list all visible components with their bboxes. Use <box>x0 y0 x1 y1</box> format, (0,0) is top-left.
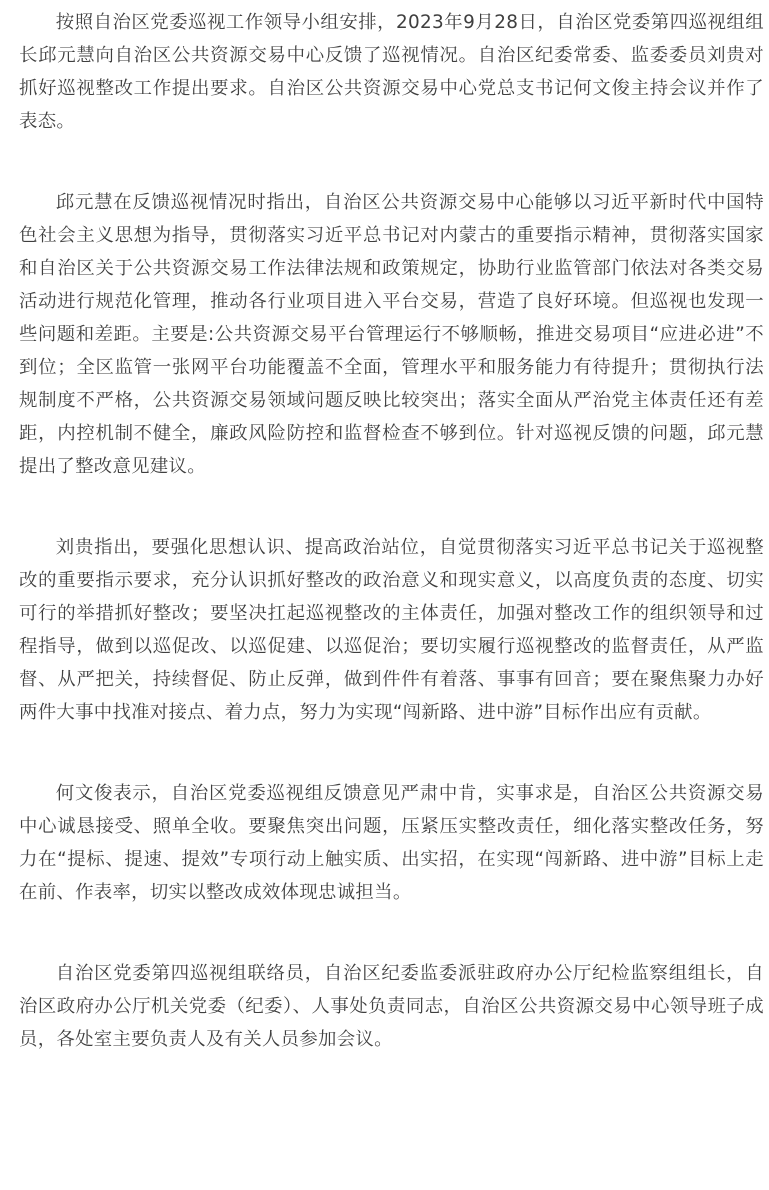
paragraph-spacer <box>19 138 764 186</box>
paragraph-attendees: 自治区党委第四巡视组联络员，自治区纪委监委派驻政府办公厅纪检监察组组长，自治区政府办公厅机关党委（纪委）、人事处负责同志，自治区公共资源交易中心领导班子成员，各处室主要负责人及有关人员参加会议。 <box>19 963 764 1050</box>
paragraph-spacer <box>19 483 764 531</box>
article-body <box>19 6 764 1056</box>
paragraph-qiu-yuanhui-feedback: 邱元慧在反馈巡视情况时指出，自治区公共资源交易中心能够以习近平新时代中国特色社会主义思想为指导，贯彻落实习近平总书记对内蒙古的重要指示精神，贯彻落实国家和自治区关于公共资源交易工作法律法规和政策规定，协助行业监管部门依法对各类交易活动进行规范化管理，推动各行业项目进入平台交易，营造了良好环境。但巡视也发现一些问题和差距。主要是:公共资源交易平台管理运行不够顺畅，推进交易项目“应进必进”不到位；全区监管一张网平台功能覆盖不全面，管理水平和服务能力有待提升；贯彻执行法规制度不严格，公共资源交易领域问题反映比较突出；落实全面从严治党主体责任还有差距，内控机制不健全，廉政风险防控和监督检查不够到位。针对巡视反馈的问题，邱元慧提出了整改意见建议。 <box>19 192 764 477</box>
paragraph-spacer <box>19 909 764 957</box>
paragraph-he-wenjun-statement: 何文俊表示，自治区党委巡视组反馈意见严肃中肯，实事求是，自治区公共资源交易中心诚恳接受、照单全收。要聚焦突出问题，压紧压实整改责任，细化落实整改任务，努力在“提标、提速、提效”专项行动上触实质、出实招，在实现“闯新路、进中游”目标上走在前、作表率，切实以整改成效体现忠诚担当。 <box>19 783 764 903</box>
paragraph-inspection-feedback-intro: 按照自治区党委巡视工作领导小组安排，2023年9月28日，自治区党委第四巡视组组长邱元慧向自治区公共资源交易中心反馈了巡视情况。自治区纪委常委、监委委员刘贵对抓好巡视整改工作提出要求。自治区公共资源交易中心党总支书记何文俊主持会议并作了表态。 <box>19 12 764 132</box>
paragraph-liu-gui-requirements: 刘贵指出，要强化思想认识、提高政治站位，自觉贯彻落实习近平总书记关于巡视整改的重要指示要求，充分认识抓好整改的政治意义和现实意义，以高度负责的态度、切实可行的举措抓好整改；要坚决扛起巡视整改的主体责任，加强对整改工作的组织领导和过程指导，做到以巡促改、以巡促建、以巡促治；要切实履行巡视整改的监督责任，从严监督、从严把关，持续督促、防止反弹，做到件件有着落、事事有回音；要在聚焦聚力办好两件大事中找准对接点、着力点，努力为实现“闯新路、进中游”目标作出应有贡献。 <box>19 537 764 723</box>
paragraph-spacer <box>19 729 764 777</box>
